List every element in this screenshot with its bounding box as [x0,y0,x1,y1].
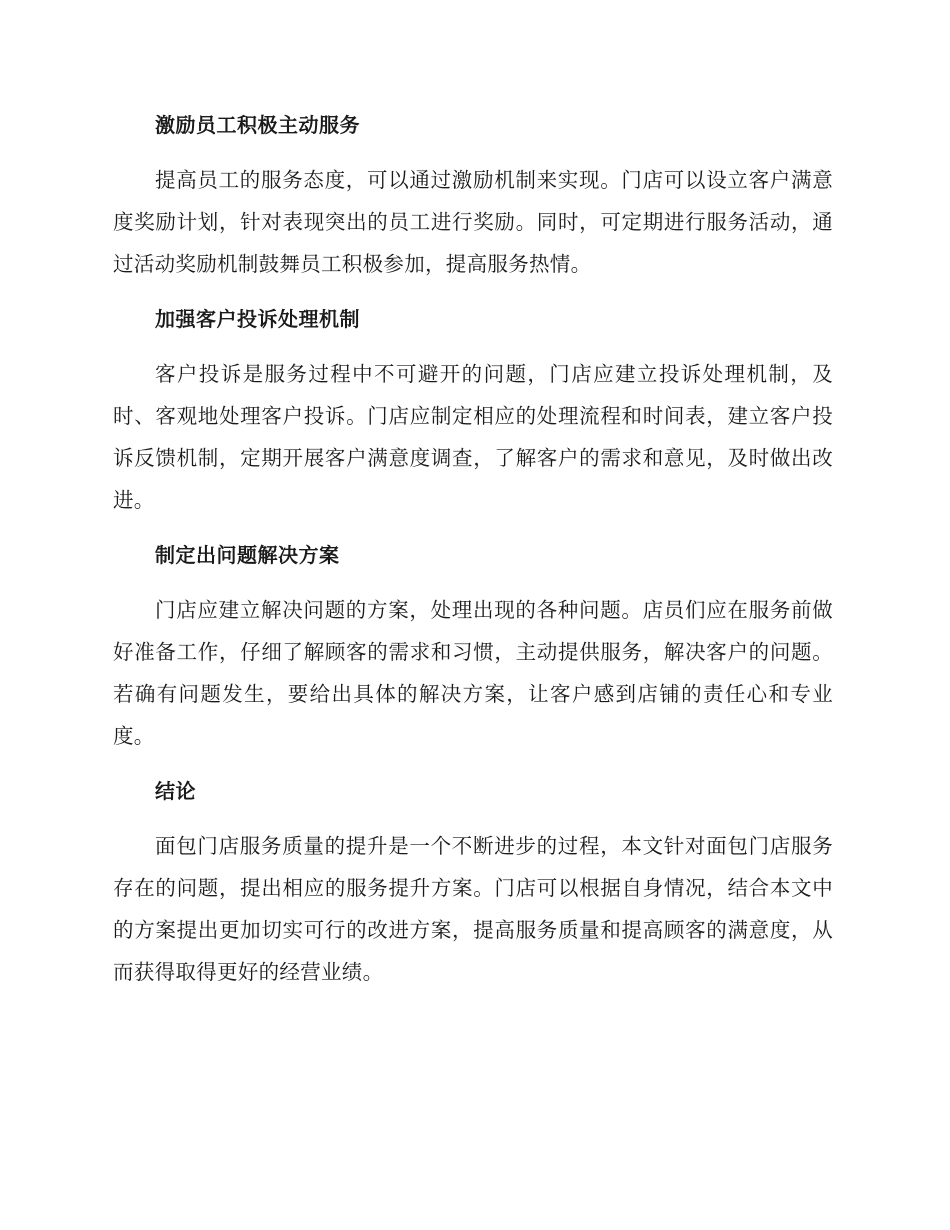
section-heading: 结论 [155,779,196,803]
section-paragraph: 门店应建立解决问题的方案，处理出现的各种问题。店员们应在服务前做好准备工作，仔细了解顾客的需求和习惯，主动提供服务，解决客户的问题。若确有问题发生，要给出具体的解决方案，让客户感到店铺的责任心和专业度。 [113,598,833,748]
section-heading: 加强客户投诉处理机制 [155,307,360,331]
section-problem-solutions [113,534,833,757]
section-paragraph: 提高员工的服务态度，可以通过激励机制来实现。门店可以设立客户满意度奖励计划，针对表现突出的员工进行奖励。同时，可定期进行服务活动，通过活动奖励机制鼓舞员工积极参加，提高服务热情。 [113,168,833,276]
section-paragraph: 客户投诉是服务过程中不可避开的问题，门店应建立投诉处理机制，及时、客观地处理客户投诉。门店应制定相应的处理流程和时间表，建立客户投诉反馈机制，定期开展客户满意度调查，了解客户的需求和意见，及时做出改进。 [113,362,833,512]
section-heading: 制定出问题解决方案 [155,543,340,567]
document-page [113,104,833,1006]
section-complaint-handling [113,298,833,521]
section-paragraph: 面包门店服务质量的提升是一个不断进步的过程，本文针对面包门店服务存在的问题，提出相应的服务提升方案。门店可以根据自身情况，结合本文中的方案提出更加切实可行的改进方案，提高服务质量和提高顾客的满意度，从而获得取得更好的经营业绩。 [113,834,833,984]
section-heading: 激励员工积极主动服务 [155,113,360,137]
section-staff-motivation [113,104,833,285]
section-conclusion [113,770,833,993]
